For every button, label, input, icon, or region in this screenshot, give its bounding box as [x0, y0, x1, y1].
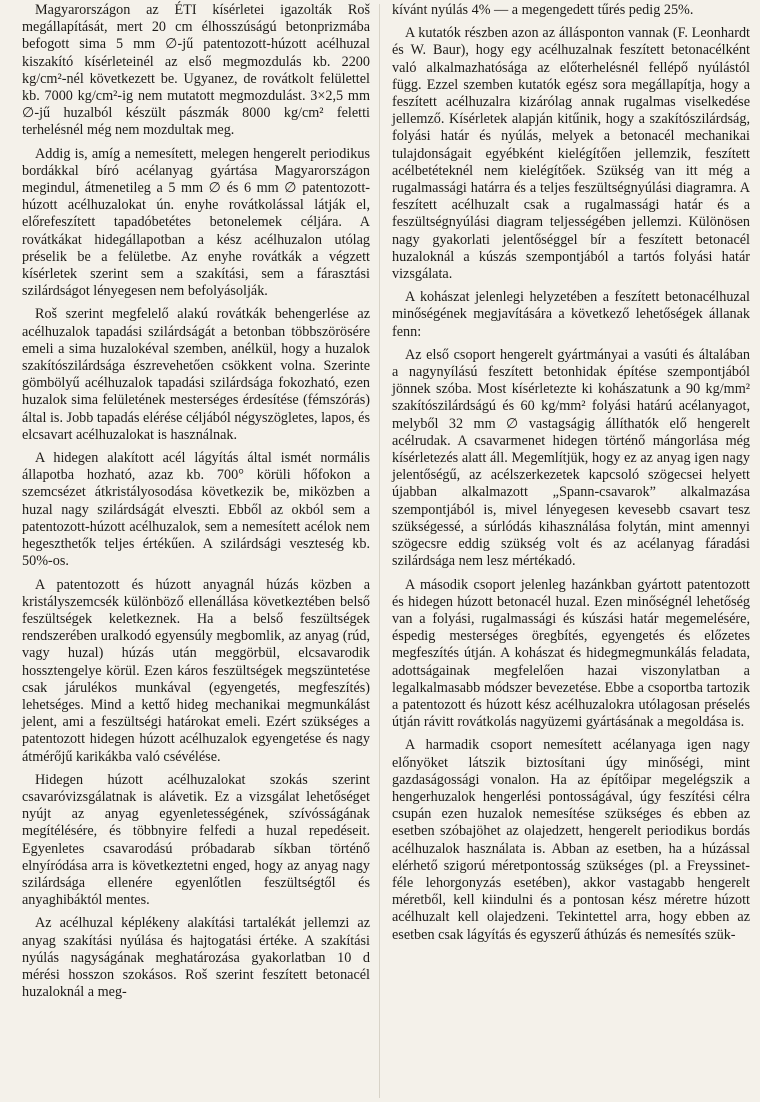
paragraph: A patentozott és húzott anyagnál húzás közben a kristályszemcsék különböző ellenállása következtében belső feszültségek keletkeznek. Ha a belső feszültségek rendszerében uralkodó egyensúly megbomlik, az anyag (rúd, vagy huzal) húzás után meggörbül, elcsavarodik hossztengelye körül. Ezen káros feszültségek megszüntetése csak járulékos munkával (egyengetés, megfeszítés) lehetséges. Mind a kettő hideg mechanikai megmunkálást jelent, ami a feszültségi határokat emeli. Ezért szükséges a patentozott hidegen húzott acélhuzalok egyengetése és nagy átmérőjű karikákba való csévélése.: [22, 576, 370, 765]
paragraph: Addig is, amíg a nemesített, melegen hengerelt periodikus bordákkal bíró acélanyag gyártása Magyarországon megindul, átmenetileg a 5 mm ∅ és 6 mm ∅ patentozott-húzott acélhuzalokat ún. enyhe rovátkolással látják el, előrefeszített tapadóbetétes betonelemek céljára. A rovátkákat hidegállapotban a kész acélhuzalon utólag préselik be a felületbe. Az enyhe rovátkák a végzett kísérletek szerint sem a szakítási, sem a fárasztási szilárdságot lényegesen nem befolyásolják.: [22, 145, 370, 300]
paragraph: A második csoport jelenleg hazánkban gyártott patentozott és hidegen húzott betonacél huzal. Ezen minőségnél lehetőség van a folyási, rugalmassági és kúszási határ megemelésére, éspedig mesterséges öregbítés, egyengetés és előzetes megfeszítés útján. A kohászat és hidegmegmunkálás feladata, adottságainak megfelelően hazai viszonylatban a legalkalmasabb módszer bevezetése. Ebbe a csoportba tartozik a patentozott és húzott kész acélhuzalokra utólagosan préselés útján rávitt rovátkolás nagyüzemi gyártásának a megoldása is.: [392, 576, 750, 731]
paragraph: A hidegen alakított acél lágyítás által ismét normális állapotba hozható, azaz kb. 700° körüli hőfokon a szemcsézet átkristályosodása következik be, miközben a huzal nagy szilárdságát elveszti. Ebből az okból sem a patentozott-húzott acélhuzalok, sem a nemesített acélok nem hegeszthetők teljes értékűen. A szilárdsági veszteség kb. 50%-os.: [22, 450, 370, 570]
paragraph: A kutatók részben azon az állásponton vannak (F. Leonhardt és W. Baur), hogy egy acélhuzalnak feszített betonacélként való alkalmazhatósága az előterhelésnél fellépő nyúlástól függ. Ezzel szemben kutatók egész sora megállapítja, hogy a feszített acélhuzalra kizárólag annak rugalmas viselkedése jellemző. Kísérletek alapján kitűnik, hogy a szakítószilárdság, folyási határ és nyúlás, melyek a betonacél mechanikai tulajdonságait egyébként kielégítően jellemzik, feszített acélbetéteknél nem kielégítőek. Szükség van itt még a rugalmassági határra és a teljes feszültségnyúlási diagramra. A feszített acélhuzalt csak a rugalmassági határ és a feszültségnyúlási diagram teljességében jellemzi. Különösen nagy gyakorlati jelentőséggel bír a feszített betonacél huzaloknál a kúszás szempontjából a tartós folyási határ vizsgálata.: [392, 25, 750, 283]
left-column: [22, 2, 370, 1007]
paragraph: A kohászat jelenlegi helyzetében a feszített betonacélhuzal minőségének megjavítására a következő lehetőségek állanak fenn:: [392, 289, 750, 340]
paragraph: Magyarországon az ÉTI kísérletei igazolták Roš megállapítását, mert 20 cm élhosszúságú betonprizmába befogott sima 5 mm ∅-jű patentozott-húzott acélhuzal kiszakító kísérleteinél az első megmozdulás kb. 2200 kg/cm²-nél következett be. Ugyanez, de rovátkolt felülettel kb. 7000 kg/cm²-ig nem mutatott megmozdulást. 3×2,5 mm ∅-jű huzalból készült pászmák 8000 kg/cm² feletti terhelésnél még nem mozdultak meg.: [22, 2, 370, 139]
column-divider: [379, 4, 380, 1098]
paragraph: Az első csoport hengerelt gyártmányai a vasúti és általában a nagynyílású feszített betonhidak építése szempontjából jönnek szóba. Most kísérletezte ki kohászatunk a 90 kg/mm² szakítószilárdságú és 60 kg/mm² folyási határú acélanyagot, melyből 32 mm ∅ vastagságig állíthatók elő hengerelt acélrudak. A csavarmenet hidegen történő mángorlása még kísérletezés alatt áll. Megemlítjük, hogy ez az anyag igen nagy jelentőségű, az acélszerkezetek kapcsoló szögecsei helyett újabban alkalmazott „Spann-csavarok” alkalmazása szempontjából is, mivel lényegesen kevesebb csavart tesz szükségessé, a súrlódás kihasználása folytán, mint amennyi szögecsre eddig szükség volt és az acélanyag fáradási szilárdsága nem lesz mértékadó.: [392, 346, 750, 570]
paragraph: Hidegen húzott acélhuzalokat szokás szerint csavaróvizsgálatnak is alávetik. Ez a vizsgálat lehetőséget nyújt az anyag egyenletességének, szívósságának megítélésére, és többnyire felfedi a huzal repedéseit. Egyenletes csavarodású próbadarab síkban történő elnyíródása arra is következtetni enged, hogy az anyag nagy szilárdsága ellenére egyenlőtlen feszültségtől és anyaghibáktól mentes.: [22, 771, 370, 909]
paragraph-continued: kívánt nyúlás 4% — a megengedett tűrés pedig 25%.: [392, 2, 694, 18]
right-column: [392, 2, 750, 950]
paragraph: Roš szerint megfelelő alakú rovátkák behengerlése az acélhuzalok tapadási szilárdságát a betonban többszörösére emeli a sima huzalokéval szemben, anélkül, hogy a huzalok szakítószilárdsága észrevehetően csökkent volna. Szerinte gömbölyű acélhuzalok tapadási szilárdsága fokozható, ezen huzalok sima felületének mesterséges érdesítése (fémszórás) által is. Jobb tapadás elérése céljából négyszögletes, lapos, és elcsavart acélhuzalokat is használnak.: [22, 306, 370, 443]
paragraph: A harmadik csoport nemesített acélanyaga igen nagy előnyöket látszik biztosítani úgy minőségi, mint gazdaságossági vonalon. Ha az építőipar megelégszik a hengerhuzalok hengerlési pontosságával, úgy feszítési célra csupán ezen huzalok nemesítése szükséges és ebben az esetben szóbajöhet az olajedzett, hengerelt periodikus bordás acélhuzalok használata is. Abban az esetben, ha a húzással elérhető szigorú méretpontosság szükséges (pl. a Freyssinet-féle lehorgonyzás esetében), akkor vastagabb hengerelt méretből, kell kiindulni és a pontosan kész méretre húzott acélhuzalt kell olajedzeni. Tekintettel arra, hogy ebben az esetben csak lágyítás és egyszerű áthúzás és nemesítés szük-: [392, 737, 750, 943]
paragraph: Az acélhuzal képlékeny alakítási tartalékát jellemzi az anyag szakítási nyúlása és hajtogatási értéke. A szakítási nyúlás nagyságának meghatározása gyakorlatban 10 d mérési hosszon szokásos. Roš szerint feszített betonacél huzaloknál a meg-: [22, 915, 370, 1001]
